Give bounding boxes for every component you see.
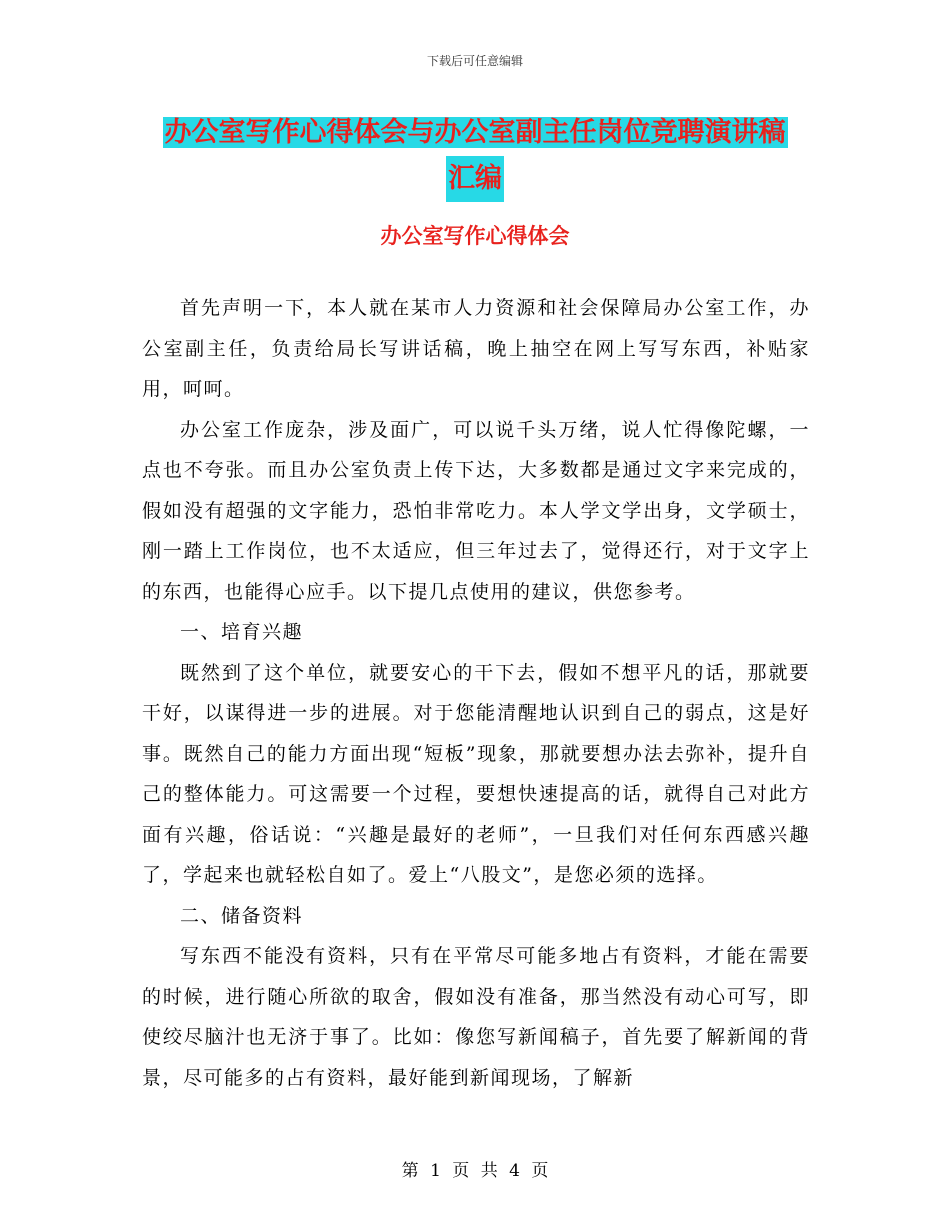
subheading: 二、储备资料 — [180, 904, 304, 927]
paragraph: 首先声明一下，本人就在某市人力资源和社会保障局办公室工作，办公室副主任，负责给局长写讲话稿，晚上抽空在网上写写东西，补贴家用，呵呵。 — [142, 297, 810, 400]
paragraph: 办公室工作庞杂，涉及面广，可以说千头万绪，说人忙得像陀螺，一点也不夸张。而且办公室负责上传下达，大多数都是通过文字来完成的，假如没有超强的文字能力，恐怕非常吃力。本人学文学出身，文学硕士，刚一踏上工作岗位，也不太适应，但三年过去了，觉得还行，对于文字上的东西，也能得心应手。以下提几点使用的建议，供您参考。 — [142, 418, 810, 603]
paragraph: 写东西不能没有资料，只有在平常尽可能多地占有资料，才能在需要的时候，进行随心所欲的取舍，假如没有准备，那当然没有动心可写，即使绞尽脑汁也无济于事了。比如：像您写新闻稿子，首先要了解新闻的背景，尽可能多的占有资料，最好能到新闻现场，了解新 — [142, 945, 810, 1089]
header-note: 下载后可任意编辑 — [426, 54, 523, 68]
document-title — [0, 110, 950, 202]
document-title-line1: 办公室写作心得体会与办公室副主任岗位竞聘演讲稿 — [164, 117, 786, 148]
paragraph: 既然到了这个单位，就要安心的干下去，假如不想平凡的话，那就要干好，以谋得进一步的进展。对于您能清醒地认识到自己的弱点，这是好事。既然自己的能力方面出现“短板”现象，那就要想办法去弥补，提升自己的整体能力。可这需要一个过程，要想快速提高的话，就得自己对此方面有兴趣，俗话说：“兴趣是最好的老师”，一旦我们对任何东西感兴趣了，学起来也就轻松自如了。爱上“八股文”，是您必须的选择。 — [142, 661, 810, 886]
section-title: 办公室写作心得体会 — [380, 224, 570, 248]
body-text — [142, 288, 810, 1098]
subheading: 一、培育兴趣 — [180, 621, 304, 643]
page-number-footer: 第 1 页 共 4 页 — [401, 1161, 549, 1181]
document-title-line2: 汇编 — [446, 156, 504, 202]
